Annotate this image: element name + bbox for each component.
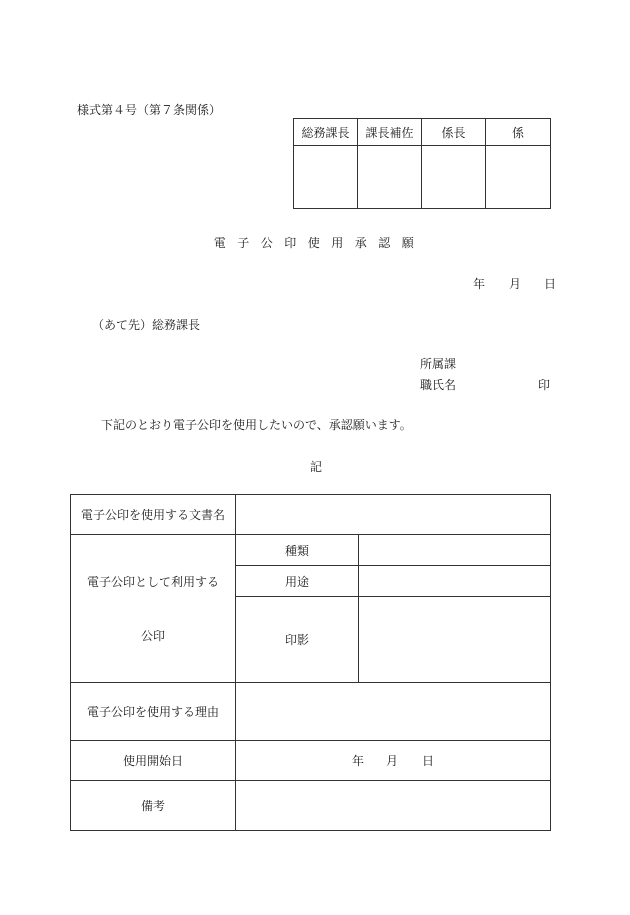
start-date-year: 年 — [351, 754, 364, 768]
approval-stamp-cell[interactable] — [486, 146, 551, 209]
impression-label: 印影 — [236, 597, 359, 683]
doc-name-field[interactable] — [236, 495, 551, 535]
approval-stamp-cell[interactable] — [422, 146, 486, 209]
approval-stamp-box — [293, 118, 551, 209]
start-date-day: 日 — [421, 754, 434, 768]
approval-header-kakari: 係 — [486, 119, 551, 146]
approval-header-somu-kacho: 総務課長 — [294, 119, 358, 146]
ki-heading: 記 — [310, 460, 323, 474]
impression-field[interactable] — [359, 597, 551, 683]
department-label: 所属課 — [420, 357, 457, 371]
addressee: （あて先）総務課長 — [92, 318, 201, 332]
name-label: 職氏名 — [420, 378, 457, 392]
doc-name-label: 電子公印を使用する文書名 — [71, 495, 236, 535]
reason-label: 電子公印を使用する理由 — [71, 683, 236, 741]
date-month-label: 月 — [509, 277, 522, 291]
date-day-label: 日 — [544, 277, 557, 291]
remarks-label: 備考 — [71, 781, 236, 831]
form-number: 様式第４号（第７条関係） — [77, 103, 222, 117]
remarks-field[interactable] — [236, 781, 551, 831]
start-date-field[interactable] — [236, 741, 551, 781]
approval-stamp-cell[interactable] — [294, 146, 358, 209]
approval-header-kakaricho: 係長 — [422, 119, 486, 146]
date-year-label: 年 — [473, 277, 486, 291]
start-date-label: 使用開始日 — [71, 741, 236, 781]
approval-stamp-cell[interactable] — [358, 146, 422, 209]
reason-field[interactable] — [236, 683, 551, 741]
request-statement: 下記のとおり電子公印を使用したいので、承認願います。 — [101, 418, 412, 432]
document-title: 電 子 公 印 使 用 承 認 願 — [213, 236, 414, 250]
seal-mark: 印 — [538, 378, 551, 392]
purpose-field[interactable] — [359, 566, 551, 597]
kind-label: 種類 — [236, 535, 359, 566]
approval-header-kacho-hosa: 課長補佐 — [358, 119, 422, 146]
purpose-label: 用途 — [236, 566, 359, 597]
kind-field[interactable] — [359, 535, 551, 566]
start-date-month: 月 — [385, 754, 398, 768]
application-table — [70, 494, 551, 831]
seal-label: 電子公印として利用する 公印 — [71, 535, 236, 683]
